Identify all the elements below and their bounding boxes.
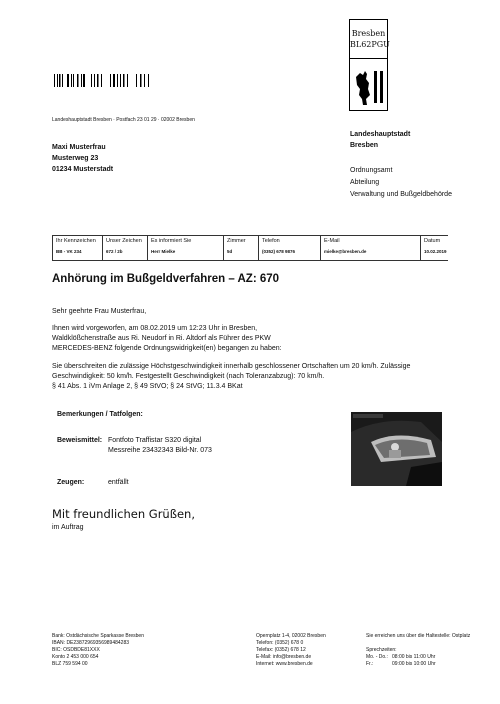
closing-subline: im Auftrag bbox=[52, 524, 84, 531]
barcode-icon bbox=[54, 74, 154, 88]
letter-title: Anhörung im Bußgeldverfahren – AZ: 670 bbox=[52, 273, 280, 285]
evidence-label: Beweismittel: bbox=[57, 437, 103, 444]
info-cell-kennzeichen: Ihr Kennzeichen BB - VK 234 bbox=[52, 236, 102, 260]
sender-city-line1: Landeshauptstadt bbox=[350, 131, 411, 138]
footer-contact: Opernplatz 1-4, 02002 Bresben Telefon: (0352) 678 0 Telefax: (0352) 678 12 E-Mail: info@bresben.de Internet: www.bresben.de bbox=[256, 633, 326, 667]
info-cell-zimmer: Zimmer 5d bbox=[223, 236, 258, 260]
footer-office-hours: Sie erreichen uns über die Haltestelle: Ostplatz Sprechzeiten: Mo. - Do.: 08:00 bis 11:00 Uhr Fr.: 09:00 bis 10:00 Uhr bbox=[366, 633, 496, 668]
paragraph-offense: Sie überschreiten die zulässige Höchstgeschwindigkeit innerhalb geschlossener Ortschaften um 20 km/h. Zulässige Geschwindigkeit: 50 km/h. Festgestellt Geschwindigkeit (nach Toleranzabzug): 70 km/h. § 41 Abs. 1 iVm Anlage 2, § 49 StVO; § 24 StVG; 11.3.4 BKat bbox=[52, 363, 411, 390]
witness-label: Zeugen: bbox=[57, 479, 85, 486]
paragraph-accusation: Ihnen wird vorgeworfen, am 08.02.2019 um 12:23 Uhr in Bresben, Waldklößchenstraße aus Ri. Neudorf in Ri. Altdorf als Führer des PKW MERCEDES-BENZ folgende Ordnungswidrigkeit(en) begangen zu haben: bbox=[52, 325, 282, 352]
sender-dept-verwaltung: Verwaltung und Bußgeldbehörde bbox=[350, 191, 452, 198]
evidence-details: Fontfoto Traffistar S320 digital Messreihe 23432343 Bild-Nr. 073 bbox=[108, 437, 212, 454]
evidence-photo bbox=[351, 412, 442, 486]
return-address: Landeshauptstadt Bresben · Postfach 23 01 29 · 02002 Bresben bbox=[52, 117, 195, 123]
witness-value: entfällt bbox=[108, 479, 129, 486]
sender-dept-abteilung: Abteilung bbox=[350, 179, 380, 186]
recipient-street: Musterweg 23 bbox=[52, 155, 99, 162]
sender-dept-ordnungsamt: Ordnungsamt bbox=[350, 167, 393, 174]
closing-greeting: Mit freundlichen Grüßen, bbox=[52, 507, 195, 521]
info-cell-ansprechpartner: Es informiert Sie Herr Mielke bbox=[147, 236, 223, 260]
recipient-address bbox=[52, 142, 113, 175]
logo-divider bbox=[350, 58, 387, 59]
recipient-city: 01234 Musterstadt bbox=[52, 166, 114, 173]
info-cell-email: E-Mail mielke@bresben.de bbox=[320, 236, 420, 260]
bear-emblem-icon bbox=[354, 65, 386, 109]
salutation: Sehr geehrte Frau Musterfrau, bbox=[52, 308, 147, 315]
info-table bbox=[52, 235, 448, 261]
recipient-name: Maxi Musterfrau bbox=[52, 144, 106, 151]
hours-row-mo-do: Mo. - Do.: 08:00 bis 11:00 Uhr bbox=[366, 654, 436, 660]
info-cell-telefon: Telefon (0352) 678 9876 bbox=[258, 236, 320, 260]
sender-city-line2: Bresben bbox=[350, 142, 379, 149]
hours-row-fr: Fr.: 09:00 bis 10:00 Uhr bbox=[366, 661, 436, 667]
info-cell-zeichen: Unser Zeichen 672 / 2b bbox=[102, 236, 147, 260]
logo-text-line2: BL62PGU bbox=[350, 40, 390, 49]
footer-bank-details: Bank: Ostdächsische Sparkasse Bresben IBAN: DE23872969356989484283 BIC: OSDBDE81XXX Konto 2 453 000 654 BLZ 759 594 00 bbox=[52, 633, 144, 667]
city-logo bbox=[349, 19, 388, 111]
logo-text-line1: Bresben bbox=[351, 29, 386, 38]
remarks-label: Bemerkungen / Tatfolgen: bbox=[57, 411, 143, 418]
info-cell-datum: Datum 10.02.2019 bbox=[420, 236, 448, 260]
sender-block bbox=[350, 129, 452, 201]
